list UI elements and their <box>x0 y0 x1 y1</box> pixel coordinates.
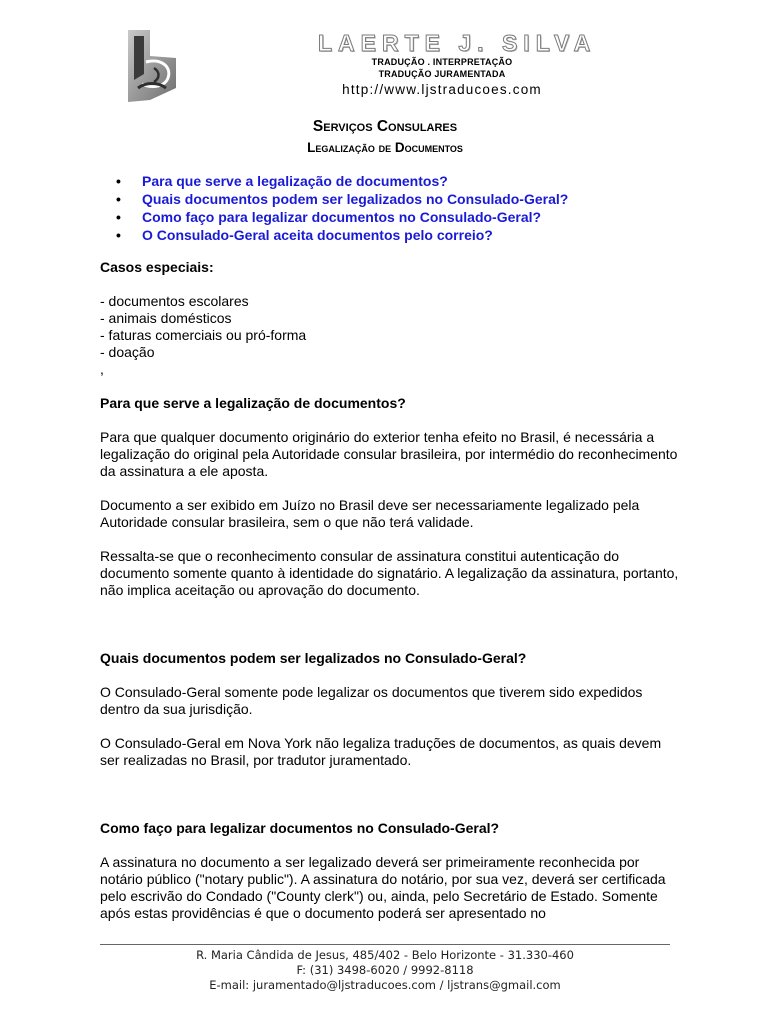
toc-item[interactable] <box>100 190 568 208</box>
section-heading-purpose: Para que serve a legalização de documentos? <box>100 395 406 411</box>
special-case-item: - documentos escolares <box>100 293 249 309</box>
bullet-icon: • <box>116 191 121 207</box>
page-subtitle: Legalização de Documentos <box>307 140 463 155</box>
section-paragraph: Documento a ser exibido em Juízo no Brasil deve ser necessariamente legalizado pela Autoridade consular brasileira, sem o que não terá validade. <box>100 497 640 530</box>
special-cases-heading: Casos especiais: <box>100 259 214 275</box>
section-heading-how-to: Como faço para legalizar documentos no Consulado-Geral? <box>100 820 500 836</box>
document-body <box>100 259 680 922</box>
section-heading-which-documents: Quais documentos podem ser legalizados no Consulado-Geral? <box>100 650 527 666</box>
lj-logo-icon <box>120 28 182 104</box>
toc-list <box>100 172 568 244</box>
toc-item[interactable] <box>100 208 568 226</box>
brand-subtitle-sworn: TRADUÇÃO JURAMENTADA <box>378 69 506 79</box>
toc-link[interactable]: Quais documentos podem ser legalizados no Consulado-Geral? <box>142 191 569 207</box>
toc-link[interactable]: Como faço para legalizar documentos no Consulado-Geral? <box>142 209 542 225</box>
special-case-item: - faturas comerciais ou pró-forma <box>100 327 307 343</box>
section-paragraph: O Consulado-Geral em Nova York não legaliza traduções de documentos, as quais devem ser realizadas no Brasil, por tradutor juramentado. <box>100 735 662 768</box>
section-paragraph: Ressalta-se que o reconhecimento consular de assinatura constitui autenticação do documento somente quanto à identidade do signatário. A legalização da assinatura, portanto, não implica aceitação ou aprovação do documento. <box>100 548 679 598</box>
brand-subtitle-services: TRADUÇÃO . INTERPRETAÇÃO <box>371 57 513 67</box>
bullet-icon: • <box>116 173 121 189</box>
footer-divider <box>100 944 670 945</box>
footer-address: R. Maria Cândida de Jesus, 485/402 - Belo Horizonte - 31.330-460 <box>196 948 574 962</box>
special-case-item: - animais domésticos <box>100 310 232 326</box>
section-paragraph: Para que qualquer documento originário do exterior tenha efeito no Brasil, é necessária a legalização do original pela Autoridade consular brasileira, por intermédio do reconhecimento da assinatura a ele aposta. <box>100 429 678 479</box>
toc-link[interactable]: Para que serve a legalização de documentos? <box>142 173 448 189</box>
footer-email[interactable]: E-mail: juramentado@ljstraducoes.com / ljstrans@gmail.com <box>209 978 561 992</box>
bullet-icon: • <box>116 209 121 225</box>
bullet-icon: • <box>116 227 121 243</box>
brand-name: LAERTE J. SILVA <box>318 30 597 56</box>
toc-item[interactable] <box>100 226 568 244</box>
section-paragraph: A assinatura no documento a ser legalizado deverá ser primeiramente reconhecida por notário público ("notary public"). A assinatura do notário, por sua vez, deverá ser certificada pelo escrivão do Condado ("County clerk") ou, ainda, pelo Secretário de Estado. Somente após estas providências é que o documento poderá ser apresentado no <box>100 854 666 921</box>
toc-item[interactable] <box>100 172 568 190</box>
section-paragraph: O Consulado-Geral somente pode legalizar os documentos que tiverem sido expedidos dentro da sua jurisdição. <box>100 684 643 717</box>
page-title: Serviços Consulares <box>312 118 458 135</box>
special-case-item: , <box>100 361 104 377</box>
toc-link[interactable]: O Consulado-Geral aceita documentos pelo correio? <box>142 227 493 243</box>
footer <box>100 948 670 993</box>
special-case-item: - doação <box>100 344 155 360</box>
footer-phone: F: (31) 3498-6020 / 9992-8118 <box>296 963 474 977</box>
website-link[interactable]: http://www.ljstraducoes.com <box>342 82 542 97</box>
